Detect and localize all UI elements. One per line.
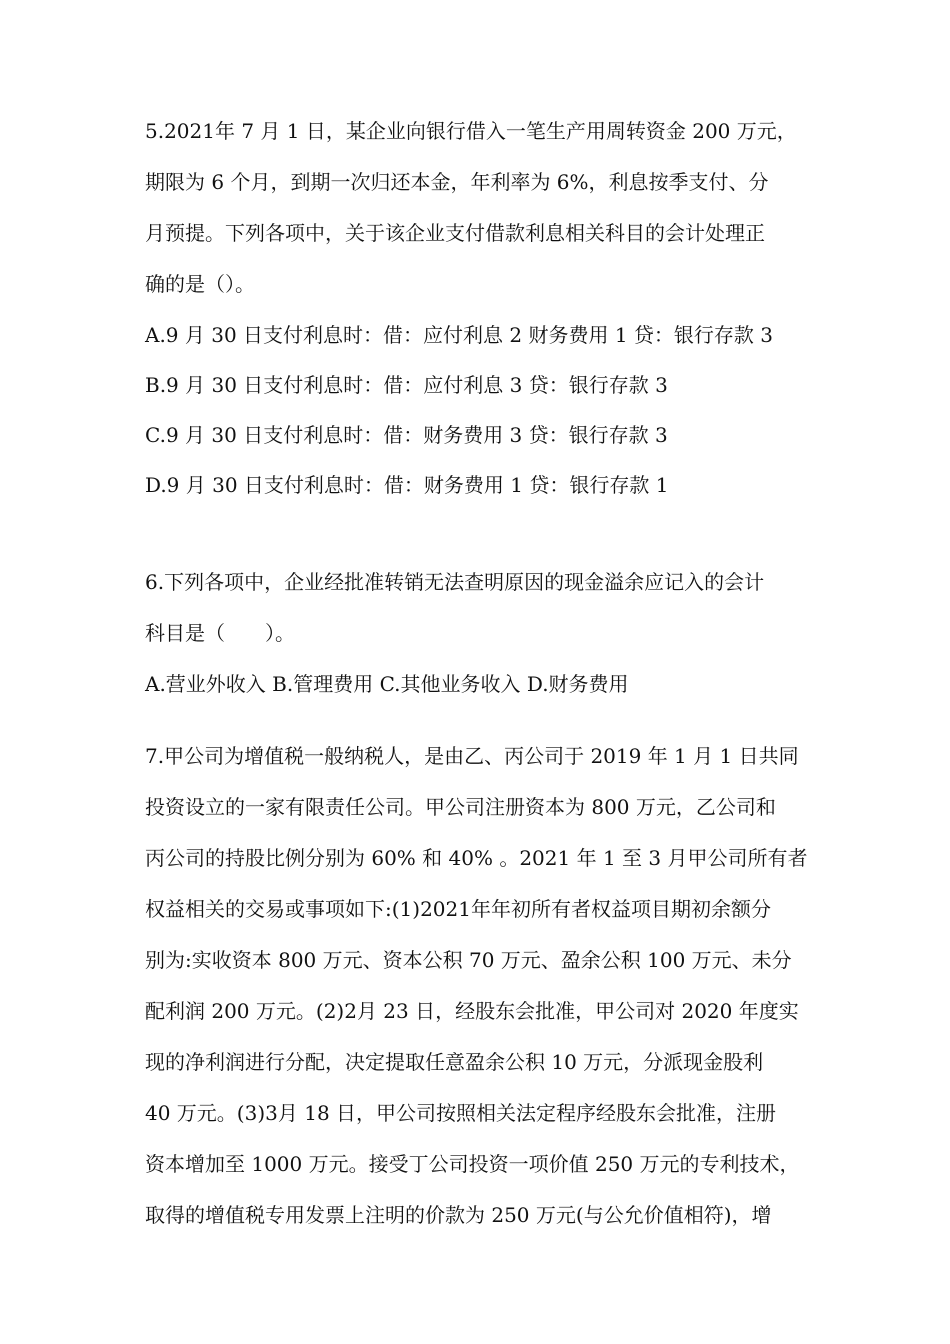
question-7-stem-line-2: 投资设立的一家有限责任公司。甲公司注册资本为 800 万元，乙公司和 [145,795,776,819]
question-7-stem-line-5: 别为:实收资本 800 万元、资本公积 70 万元、盈余公积 100 万元、未分 [145,948,792,972]
question-7-stem-line-6: 配利润 200 万元。(2)2月 23 日，经股东会批准，甲公司对 2020 年度实 [145,999,799,1023]
question-7-stem-line-8: 40 万元。(3)3月 18 日，甲公司按照相关法定程序经股东会批准，注册 [145,1101,777,1125]
question-5-stem-line-2: 期限为 6 个月，到期一次归还本金，年利率为 6%，利息按季支付、分 [145,170,769,194]
question-5-option-a: A.9 月 30 日支付利息时：借：应付利息 2 财务费用 1 贷：银行存款 3 [145,323,774,347]
question-5 [145,106,810,510]
question-7 [145,731,810,1241]
question-7-stem [145,731,810,1241]
question-6-stem-line-1: 6.下列各项中，企业经批准转销无法查明原因的现金溢余应记入的会计 [145,570,765,594]
question-5-stem-line-1: 5.2021年 7 月 1 日，某企业向银行借入一笔生产用周转资金 200 万元， [145,119,797,143]
question-5-options [145,310,810,510]
question-5-stem-line-4: 确的是（）。 [145,272,255,296]
question-7-stem-line-10: 取得的增值税专用发票上注明的价款为 250 万元(与公允价值相符)，增 [145,1203,772,1227]
question-7-stem-line-7: 现的净利润进行分配，决定提取任意盈余公积 10 万元，分派现金股利 [145,1050,764,1074]
question-6-options: A.营业外收入 B.管理费用 C.其他业务收入 D.财务费用 [145,672,629,696]
question-5-option-d: D.9 月 30 日支付利息时：借：财务费用 1 贷：银行存款 1 [145,473,669,497]
question-5-stem [145,106,810,310]
question-7-stem-line-3: 丙公司的持股比例分别为 60% 和 40% 。2021 年 1 至 3 月甲公司所有者 [145,846,808,870]
question-7-stem-line-4: 权益相关的交易或事项如下:(1)2021年年初所有者权益项目期初余额分 [145,897,771,921]
question-6-stem-line-2: 科目是（ ）。 [145,621,295,645]
question-7-stem-line-9: 资本增加至 1000 万元。接受丁公司投资一项价值 250 万元的专利技术， [145,1152,800,1176]
question-5-option-b: B.9 月 30 日支付利息时：借：应付利息 3 贷：银行存款 3 [145,373,668,397]
question-6 [145,557,810,709]
question-5-stem-line-3: 月预提。下列各项中，关于该企业支付借款利息相关科目的会计处理正 [145,221,765,245]
question-6-stem [145,557,810,659]
question-7-stem-line-1: 7.甲公司为增值税一般纳税人，是由乙、丙公司于 2019 年 1 月 1 日共同 [145,744,799,768]
question-5-option-c: C.9 月 30 日支付利息时：借：财务费用 3 贷：银行存款 3 [145,423,668,447]
